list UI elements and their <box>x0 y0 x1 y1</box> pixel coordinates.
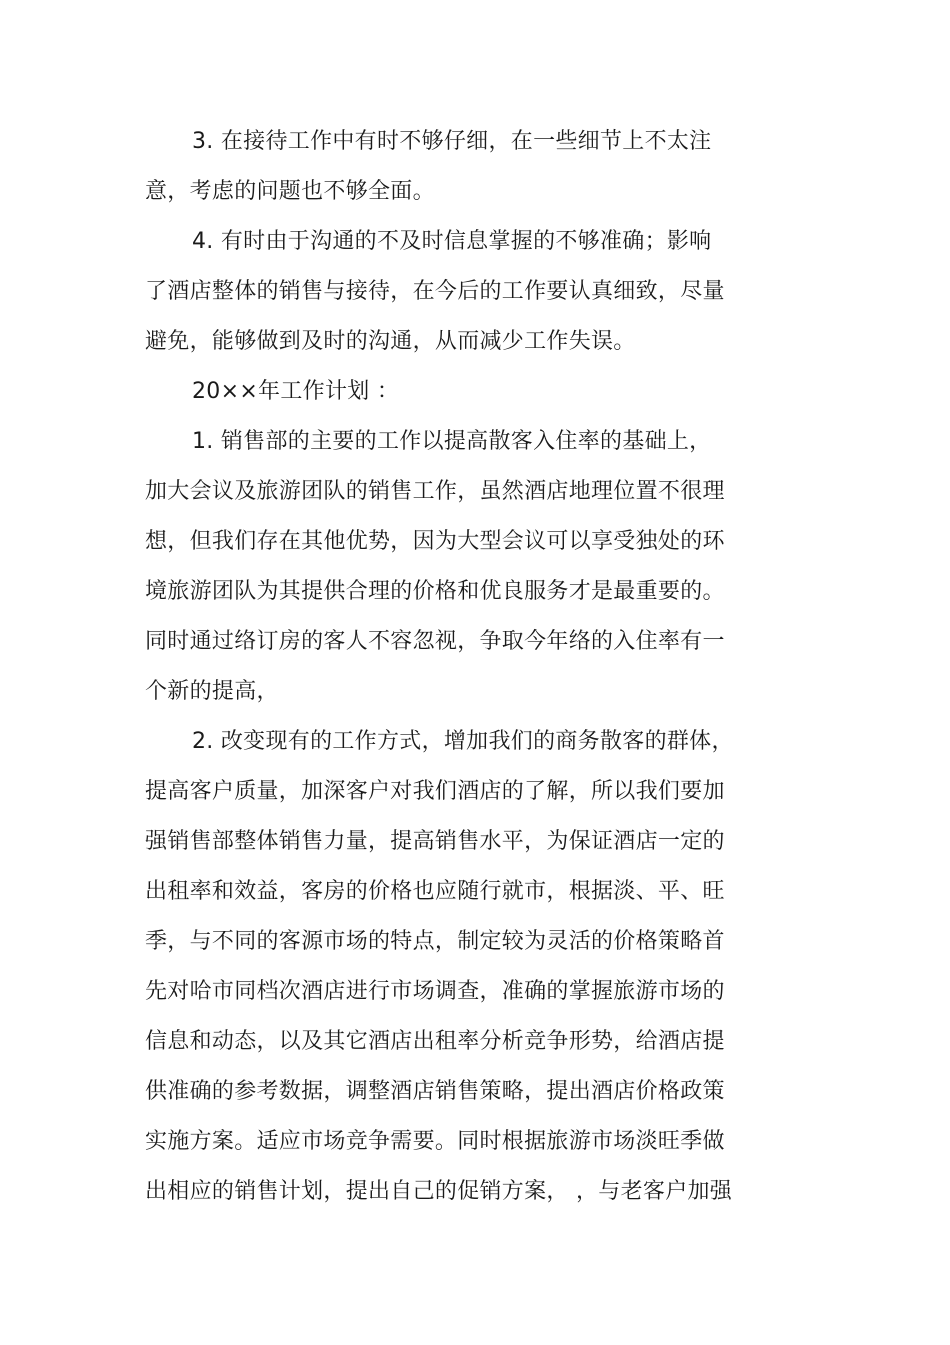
plan-1-line-2: 加大会议及旅游团队的销售工作，虽然酒店地理位置不很理 <box>145 479 725 504</box>
plan-1-line-3: 想，但我们存在其他优势，因为大型会议可以享受独处的环 <box>145 529 725 554</box>
plan-1-line-1: 1. 销售部的主要的工作以提高散客入住率的基础上， <box>192 429 712 454</box>
plan-2-line-3: 强销售部整体销售力量，提高销售水平，为保证酒店一定的 <box>145 829 725 854</box>
plan-2-line-1: 2. 改变现有的工作方式，增加我们的商务散客的群体， <box>192 729 734 754</box>
plan-2-line-7: 信息和动态，以及其它酒店出租率分析竞争形势，给酒店提 <box>145 1029 725 1054</box>
plan-2-line-2: 提高客户质量，加深客户对我们酒店的了解，所以我们要加 <box>145 779 725 804</box>
item-4-line-3: 避免，能够做到及时的沟通，从而减少工作失误。 <box>145 329 636 354</box>
plan-1-line-4: 境旅游团队为其提供合理的价格和优良服务才是最重要的。 <box>145 579 725 604</box>
plan-2-line-10: 出相应的销售计划，提出自己的促销方案， ，与老客户加强 <box>145 1179 733 1204</box>
plan-2-line-4: 出租率和效益，客房的价格也应随行就市，根据淡、平、旺 <box>145 879 725 904</box>
item-3-line-2: 意，考虑的问题也不够全面。 <box>145 179 435 204</box>
plan-2-line-9: 实施方案。适应市场竞争需要。同时根据旅游市场淡旺季做 <box>145 1129 725 1154</box>
plan-heading: 20××年工作计划 ： <box>192 379 400 404</box>
item-4-line-1: 4. 有时由于沟通的不及时信息掌握的不够准确；影响 <box>192 229 712 254</box>
item-3-line-1: 3. 在接待工作中有时不够仔细，在一些细节上不太注 <box>192 129 712 154</box>
plan-2-line-5: 季，与不同的客源市场的特点，制定较为灵活的价格策略首 <box>145 929 725 954</box>
plan-2-line-6: 先对哈市同档次酒店进行市场调查，准确的掌握旅游市场的 <box>145 979 725 1004</box>
plan-1-line-5: 同时通过络订房的客人不容忽视，争取今年络的入住率有一 <box>145 629 725 654</box>
plan-2-line-8: 供准确的参考数据，调整酒店销售策略，提出酒店价格政策 <box>145 1079 725 1104</box>
item-4-line-2: 了酒店整体的销售与接待，在今后的工作要认真细致，尽量 <box>145 279 725 304</box>
plan-1-line-6: 个新的提高， <box>145 679 279 704</box>
